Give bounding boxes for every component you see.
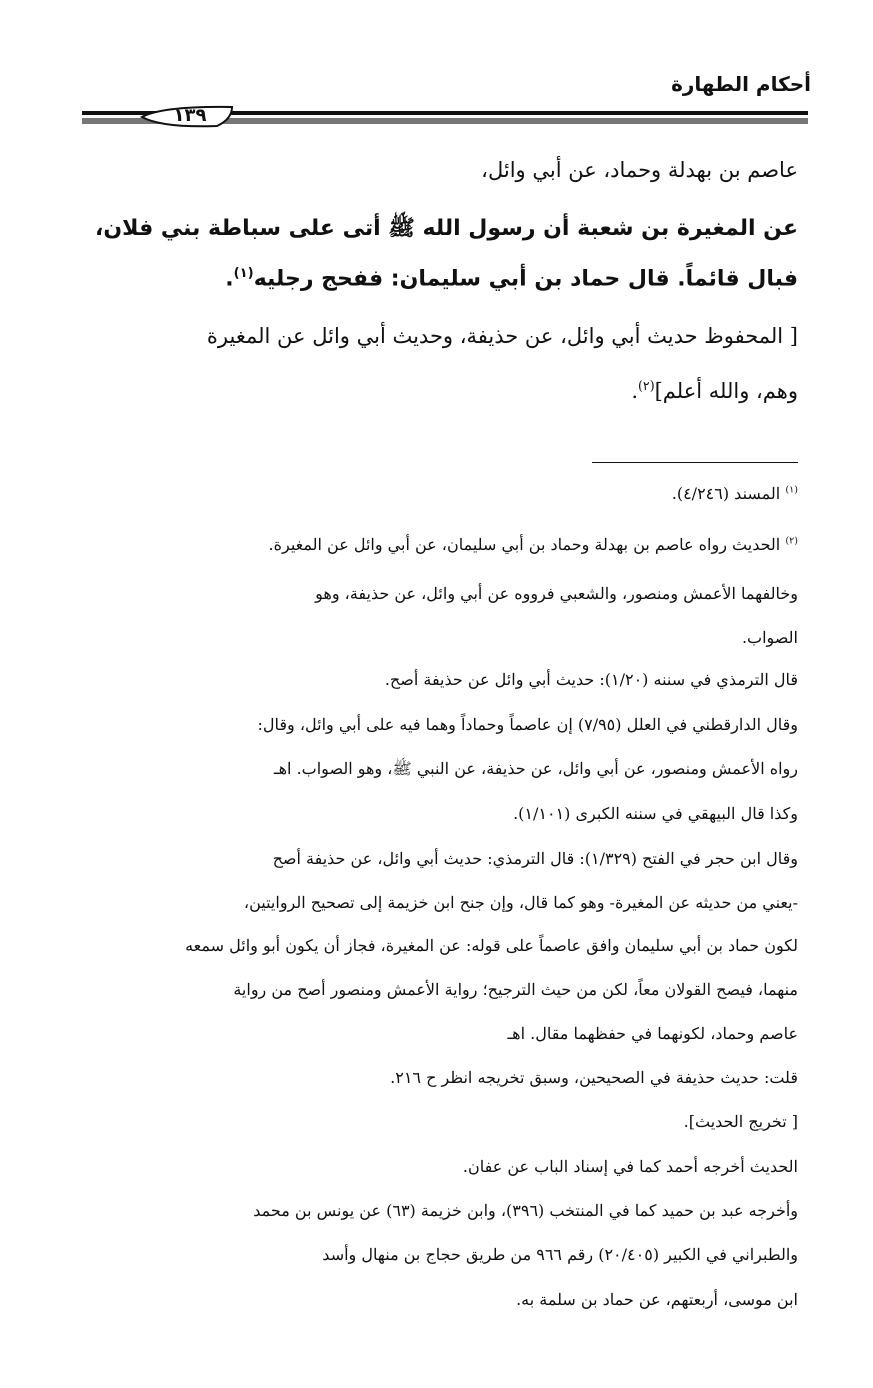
footnote-line: لكون حماد بن أبي سليمان وافق عاصماً على قوله: عن المغيرة، فجاز أن يكون أبو وائل سمعه bbox=[185, 936, 798, 955]
hadith-line: عن المغيرة بن شعبة أن رسول الله ﷺ أتى على سباطة بني فلان، bbox=[94, 216, 798, 241]
footnote-ref: (١) bbox=[233, 266, 254, 281]
footnote-line: قال الترمذي في سننه (١/٢٠): حديث أبي وائل عن حذيفة أصح. bbox=[384, 670, 798, 689]
footnote-line: منهما، فيصح القولان معاً، لكن من حيث الترجيح؛ رواية الأعمش ومنصور أصح من رواية bbox=[233, 980, 798, 999]
footnote-line: وقال ابن حجر في الفتح (١/٣٢٩): قال الترمذي: حديث أبي وائل، عن حذيفة أصح bbox=[272, 849, 798, 868]
footnote-1: $^{(١)}$ المسند (٤/٢٤٦). bbox=[671, 484, 798, 503]
footnote-line: عاصم وحماد، لكونهما في حفظهما مقال. اهـ bbox=[507, 1024, 798, 1043]
main-line: [ المحفوظ حديث أبي وائل، عن حذيفة، وحديث أبي وائل عن المغيرة bbox=[206, 324, 798, 348]
hadith-line: فبال قائماً. قال حماد بن أبي سليمان: ففحج رجليه$^{(١)}$. bbox=[225, 266, 798, 292]
main-line: وهم، والله أعلم]$^{(٢)}$. bbox=[631, 378, 798, 403]
footnote-line: الحديث أخرجه أحمد كما في إسناد الباب عن عفان. bbox=[462, 1157, 798, 1176]
footnote-line: وقال الدارقطني في العلل (٧/٩٥) إن عاصماً وحماداً وهما فيه على أبي وائل، وقال: bbox=[257, 715, 798, 734]
main-line: عاصم بن بهدلة وحماد، عن أبي وائل، bbox=[481, 158, 798, 182]
header-rule bbox=[82, 104, 808, 132]
footnote-2: $^{(٢)}$ الحديث رواه عاصم بن بهدلة وحماد بن أبي سليمان، عن أبي وائل عن المغيرة. bbox=[268, 535, 798, 554]
footnote-ref: (٢) bbox=[638, 378, 655, 393]
running-title: أحكام الطهارة bbox=[671, 72, 811, 96]
footnote-line: وكذا قال البيهقي في سننه الكبرى (١/١٠١). bbox=[513, 804, 798, 823]
footnote-line: الصواب. bbox=[741, 628, 798, 647]
footnote-line: والطبراني في الكبير (٢٠/٤٠٥) رقم ٩٦٦ من طريق حجاج بن منهال وأسد bbox=[322, 1245, 798, 1264]
footnote-separator bbox=[592, 462, 798, 463]
footnote-heading: [ تخريج الحديث]. bbox=[683, 1112, 798, 1131]
footnote-line: ابن موسى، أربعتهم، عن حماد بن سلمة به. bbox=[516, 1290, 798, 1309]
footnote-line: -يعني من حديثه عن المغيرة- وهو كما قال، وإن جنح ابن خزيمة إلى تصحيح الروايتين، bbox=[243, 893, 798, 912]
page-number: ١٣٩ bbox=[173, 105, 207, 126]
footnote-line: قلت: حديث حذيفة في الصحيحين، وسبق تخريجه انظر ح ٢١٦. bbox=[390, 1068, 798, 1087]
footnote-line: وخالفهما الأعمش ومنصور، والشعبي فرووه عن أبي وائل، عن حذيفة، وهو bbox=[315, 584, 798, 603]
footnote-line: رواه الأعمش ومنصور، عن أبي وائل، عن حذيفة، عن النبي ﷺ، وهو الصواب. اهـ bbox=[273, 759, 798, 778]
footnote-line: وأخرجه عبد بن حميد كما في المنتخب (٣٩٦)، وابن خزيمة (٦٣) عن يونس بن محمد bbox=[253, 1201, 798, 1220]
